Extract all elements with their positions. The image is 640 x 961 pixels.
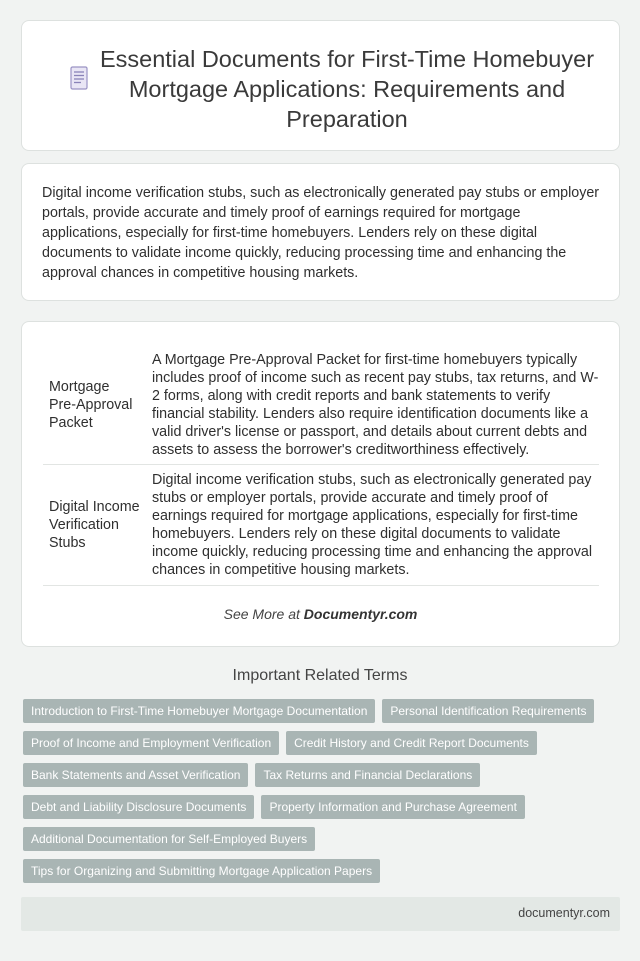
see-more-link[interactable] xyxy=(22,606,619,622)
related-term-tag[interactable]: Bank Statements and Asset Verification xyxy=(23,763,248,787)
description-cell: Digital income verification stubs, such as electronically generated pay stubs or employer portals, provide accurate and timely proof of earnings required for mortgage applications, especially for first-time homebuyers. Lenders rely on these digital documents to validate income quickly, reducing processing time and enhancing the approval chances in competitive housing markets. xyxy=(146,464,599,585)
related-term-tag[interactable]: Tips for Organizing and Submitting Mortgage Application Papers xyxy=(23,859,380,883)
see-more-prefix: See More at xyxy=(223,606,304,622)
document-icon xyxy=(68,65,94,95)
term-cell: Mortgage Pre-Approval Packet xyxy=(43,347,146,464)
related-terms-heading: Important Related Terms xyxy=(232,667,408,684)
intro-paragraph: Digital income verification stubs, such as electronically generated pay stubs or employer portals, provide accurate and timely proof of earnings required for mortgage applications, especially for first-time homebuyers. Lenders rely on these digital documents to validate income quickly, reducing processing time and enhancing the approval chances in competitive housing markets. xyxy=(42,185,600,281)
related-term-tag[interactable]: Additional Documentation for Self-Employed Buyers xyxy=(23,827,315,851)
related-term-tag[interactable]: Debt and Liability Disclosure Documents xyxy=(23,795,254,819)
description-cell: A Mortgage Pre-Approval Packet for first-time homebuyers typically includes proof of income such as recent pay stubs, tax returns, and W-2 forms, along with credit reports and bank statements to verify financial stability. Lenders also require identification documents like a valid driver's license or passport, and details about current debts and assets to assess the borrower's creditworthiness effectively. xyxy=(146,347,599,464)
page-title: Essential Documents for First-Time Homebuyer Mortgage Applications: Requirements and Preparation xyxy=(99,46,595,132)
table-row xyxy=(43,464,599,585)
related-terms-list xyxy=(23,699,613,891)
see-more-site[interactable]: Documentyr.com xyxy=(303,606,418,622)
table-row xyxy=(43,347,599,464)
footer-site-link[interactable]: documentyr.com xyxy=(518,906,610,920)
documents-card xyxy=(21,321,620,647)
related-term-tag[interactable]: Credit History and Credit Report Documents xyxy=(286,731,537,755)
title-card xyxy=(21,20,620,151)
documents-table xyxy=(43,347,599,586)
related-term-tag[interactable]: Proof of Income and Employment Verification xyxy=(23,731,279,755)
footer xyxy=(21,897,620,931)
term-cell: Digital Income Verification Stubs xyxy=(43,464,146,585)
intro-card xyxy=(21,163,620,301)
related-term-tag[interactable]: Tax Returns and Financial Declarations xyxy=(255,763,480,787)
related-term-tag[interactable]: Introduction to First-Time Homebuyer Mortgage Documentation xyxy=(23,699,375,723)
related-term-tag[interactable]: Personal Identification Requirements xyxy=(382,699,594,723)
related-term-tag[interactable]: Property Information and Purchase Agreement xyxy=(261,795,524,819)
